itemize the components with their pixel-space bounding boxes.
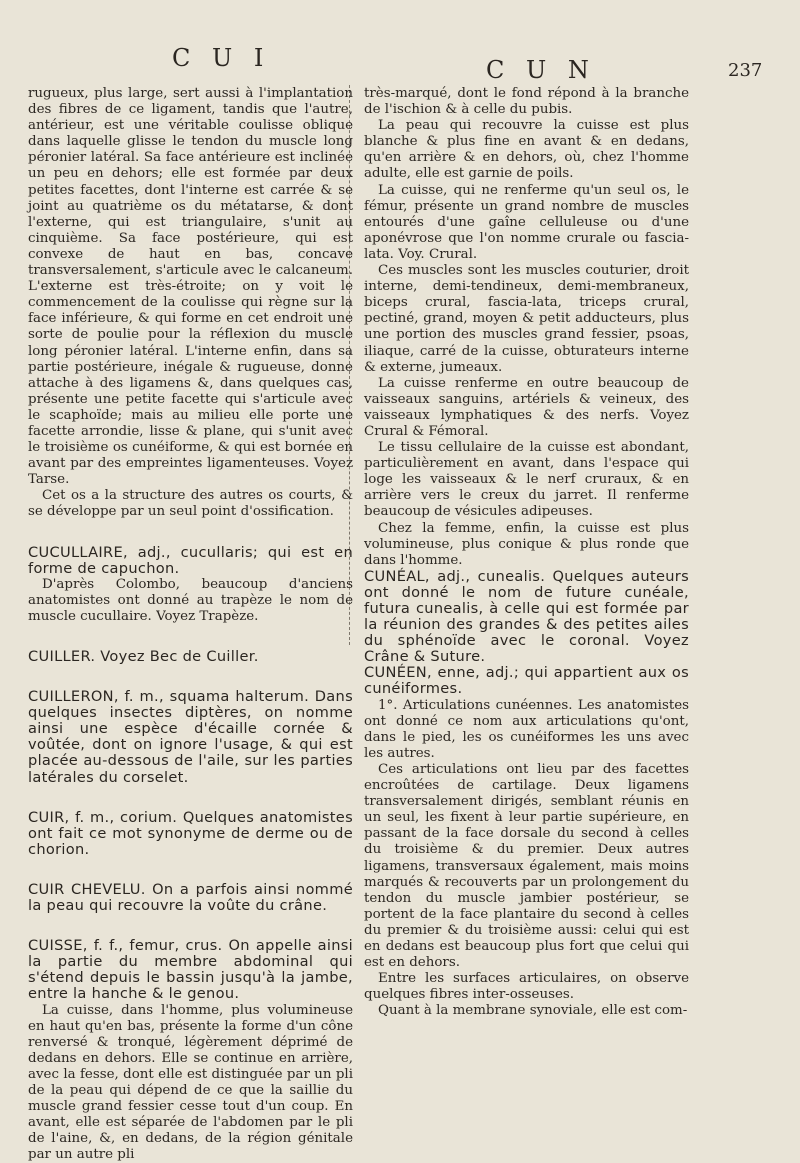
paragraph-synoviale: Quant à la membrane synoviale, elle est com- — [364, 1003, 689, 1019]
paragraph-femur: La cuisse, qui ne renferme qu'un seul os, le fémur, présente un grand nombre de muscles entourés d'une gaîne celluleuse ou d'une aponévrose que l'on nomme crurale ou fascia-lata. Voy. Crural. — [364, 183, 689, 263]
paragraph-femme: Chez la femme, enfin, la cuisse est plus volumineuse, plus conique & plus ronde que dans l'homme. — [364, 521, 689, 569]
running-head-right: C U N — [486, 56, 596, 84]
page-number: 237 — [728, 60, 762, 81]
paragraph-facettes: Ces articulations ont lieu par des facettes encroûtées de cartilage. Deux ligamens transversalement dirigés, semblant réunis en un seul, les fixent à leur partie supérieure, en passant de la face dorsale du second à celles du troisième & du premier. Deux autres ligamens, transversaux également, mais moins marqués & recouverts par un prolongement du tendon du muscle jambier postérieur, se portent de la face plantaire du second à celles du premier & du troisième aussi: celui qui est en dedans est beaucoup plus fort que celui qui est en dehors. — [364, 762, 689, 971]
entry-cuiller: CUILLER. Voyez Bec de Cuiller. — [28, 649, 353, 665]
paragraph-vaisseaux: La cuisse renferme en outre beaucoup de vaisseaux sanguins, artériels & veineux, des vaisseaux lymphatiques & des nerfs. Voyez Crural & Fémoral. — [364, 376, 689, 440]
paragraph-peau: La peau qui recouvre la cuisse est plus blanche & plus fine en avant & en dedans, qu'en arrière & en dehors, où, chez l'homme adulte, elle est garnie de poils. — [364, 118, 689, 182]
entry-cuir: CUIR, f. m., corium. Quelques anatomistes ont fait ce mot synonyme de derme ou de chorion. — [28, 810, 353, 858]
right-column — [364, 86, 689, 1019]
paragraph-ossification: Cet os a la structure des autres os courts, & se développe par un seul point d'ossification. — [28, 488, 353, 520]
entry-cuneen: CUNÉEN, enne, adj.; qui appartient aux os cunéiformes. — [364, 665, 689, 697]
paragraph-cuisse-forme: La cuisse, dans l'homme, plus volumineuse en haut qu'en bas, présente la forme d'un cône renversé & tronqué, légèrement déprimé de dedans en dehors. Elle se continue en arrière, avec la fesse, dont elle est distinguée par un pli de la peau qui dépend de ce que la saillie du muscle grand fessier cesse tout d'un coup. En avant, elle est séparée de l'abdomen par le pli de l'aine, &, en dedans, de la région génitale par un autre pli — [28, 1003, 353, 1163]
paragraph-tissu-cellulaire: Le tissu cellulaire de la cuisse est abondant, particulièrement en avant, dans l'espace qui loge les vaisseaux & le nerf cruraux, & en arrière vers le creux du jarret. Il renferme beaucoup de vésicules adipeuses. — [364, 440, 689, 520]
paragraph-muscles: Ces muscles sont les muscles couturier, droit interne, demi-tendineux, demi-membraneux, biceps crural, fascia-lata, triceps crural, pectiné, grand, moyen & petit adducteurs, plus une portion des muscles grand fessier, psoas, iliaque, carré de la cuisse, obturateurs interne & externe, jumeaux. — [364, 263, 689, 376]
running-head-left: C U I — [172, 44, 270, 72]
entry-cuilleron: CUILLERON, f. m., squama halterum. Dans quelques insectes diptères, on nomme ainsi une espèce d'écaille cornée & voûtée, dont on ignore l'usage, & qui est placée au-dessous de l'aile, sur les parties latérales du corselet. — [28, 689, 353, 786]
paragraph-fibres: Entre les surfaces articulaires, on observe quelques fibres inter-osseuses. — [364, 971, 689, 1003]
entry-cuisse: CUISSE, f. f., femur, crus. On appelle ainsi la partie du membre abdominal qui s'étend depuis le bassin jusqu'à la jambe, entre la hanche & le genou. — [28, 938, 353, 1002]
paragraph-colombo: D'après Colombo, beaucoup d'anciens anatomistes ont donné au trapèze le nom de muscle cucullaire. Voyez Trapèze. — [28, 577, 353, 625]
left-column — [28, 86, 353, 1163]
entry-cuneal: CUNÉAL, adj., cunealis. Quelques auteurs ont donné le nom de future cunéale, futura cunealis, à celle qui est formée par la réunion des grandes & des petites ailes du sphénoïde avec le coronal. Voyez Crâne & Suture. — [364, 569, 689, 666]
paragraph-pli-continued: très-marqué, dont le fond répond à la branche de l'ischion & à celle du pubis. — [364, 86, 689, 118]
paragraph-tarse-continued: rugueux, plus large, sert aussi à l'implantation des fibres de ce ligament, tandis que l'autre, antérieur, est une véritable coulisse oblique dans laquelle glisse le tendon du muscle long péronier latéral. Sa face antérieure est inclinée un peu en dehors; elle est formée par deux petites facettes, dont l'interne est carrée & se joint au quatrième os du métatarse, & dont l'externe, qui est triangulaire, s'unit au cinquième. Sa face postérieure, qui est convexe de haut en bas, concave transversalement, s'articule avec le calcaneum. L'externe est très-étroite; on y voit le commencement de la coulisse qui règne sur la face inférieure, & qui forme en cet endroit une sorte de poulie pour la réflexion du muscle long péronier latéral. L'interne enfin, dans sa partie postérieure, inégale & rugueuse, donne attache à des ligamens &, dans quelques cas, présente une petite facette qui s'articule avec le scaphoïde; mais au milieu elle porte une facette arrondie, lisse & plane, qui s'unit avec le troisième os cunéiforme, & qui est bornée en avant par des empreintes ligamenteuses. Voyez Tarse. — [28, 86, 353, 488]
paragraph-articulations-cuneennes: 1°. Articulations cunéennes. Les anatomistes ont donné ce nom aux articulations qu'ont, dans le pied, les os cunéiformes les uns avec les autres. — [364, 698, 689, 762]
entry-cucullaire: CUCULLAIRE, adj., cucullaris; qui est en forme de capuchon. — [28, 545, 353, 577]
entry-cuir-chevelu: CUIR CHEVELU. On a parfois ainsi nommé la peau qui recouvre la voûte du crâne. — [28, 882, 353, 914]
